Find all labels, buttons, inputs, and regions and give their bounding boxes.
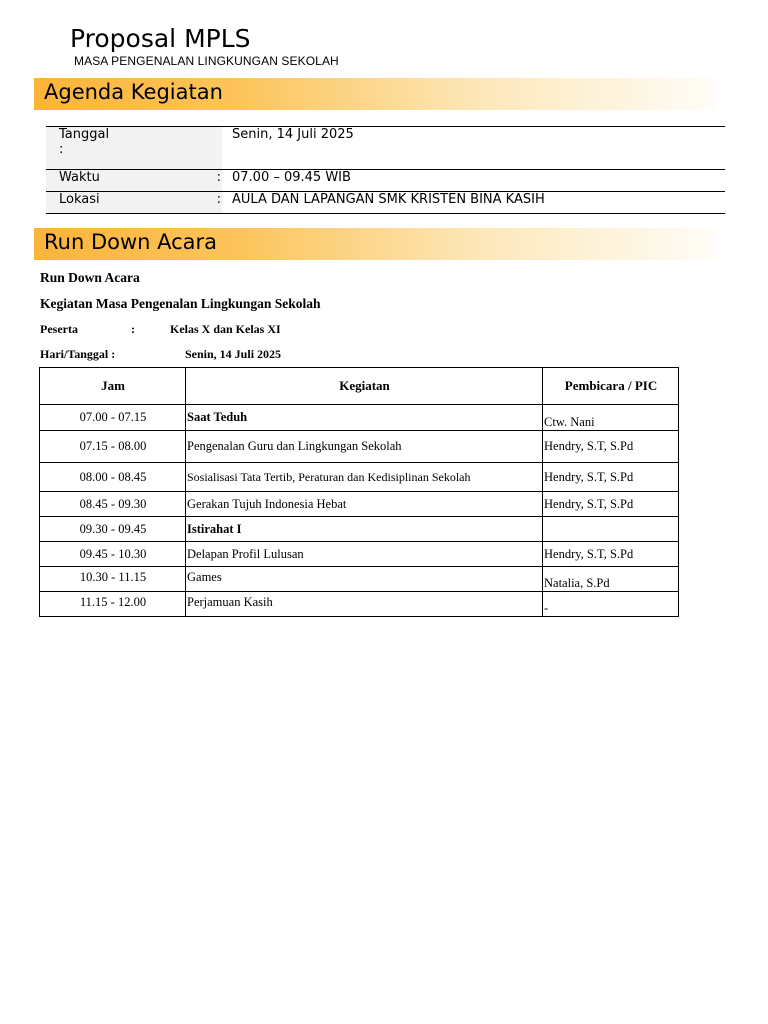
table-row: [40, 405, 679, 431]
cell-pic: Ctw. Nani: [543, 405, 679, 431]
document-subtitle: MASA PENGENALAN LINGKUNGAN SEKOLAH: [74, 54, 339, 68]
peserta-label: Peserta: [40, 322, 78, 336]
agenda-row-tanggal: [46, 127, 725, 170]
header-jam: Jam: [40, 368, 186, 405]
agenda-value: Senin, 14 Juli 2025: [222, 127, 725, 170]
agenda-heading: Agenda Kegiatan: [44, 80, 223, 104]
cell-kegiatan: Gerakan Tujuh Indonesia Hebat: [186, 492, 543, 517]
cell-jam: 09.45 - 10.30: [40, 542, 186, 567]
cell-kegiatan: Saat Teduh: [186, 405, 543, 431]
agenda-label: Waktu: [59, 170, 100, 185]
agenda-label: Tanggal: [59, 127, 110, 142]
cell-jam: 07.00 - 07.15: [40, 405, 186, 431]
table-row: [40, 517, 679, 542]
cell-pic: Hendry, S.T, S.Pd: [543, 542, 679, 567]
cell-jam: 08.00 - 08.45: [40, 463, 186, 492]
agenda-label-cell: [46, 170, 222, 192]
rundown-table: [39, 367, 679, 617]
agenda-colon: :: [216, 170, 221, 185]
agenda-row-waktu: [46, 170, 725, 192]
table-row: [40, 463, 679, 492]
rundown-heading: Run Down Acara: [44, 230, 218, 254]
document-title: Proposal MPLS: [70, 24, 251, 53]
table-row: [40, 567, 679, 592]
peserta-line: [40, 322, 281, 337]
event-title: Kegiatan Masa Pengenalan Lingkungan Sekolah: [40, 296, 321, 311]
agenda-label: Lokasi: [59, 192, 100, 207]
rundown-subtitle: Run Down Acara: [40, 270, 140, 285]
table-header-row: [40, 368, 679, 405]
table-row: [40, 431, 679, 463]
table-row: [40, 542, 679, 567]
cell-jam: 11.15 - 12.00: [40, 592, 186, 617]
cell-pic: Natalia, S.Pd: [543, 567, 679, 592]
peserta-colon: :: [131, 322, 135, 336]
cell-pic: Hendry, S.T, S.Pd: [543, 431, 679, 463]
agenda-value: 07.00 – 09.45 WIB: [222, 170, 725, 192]
cell-kegiatan: Pengenalan Guru dan Lingkungan Sekolah: [186, 431, 543, 463]
cell-kegiatan: Games: [186, 567, 543, 592]
cell-kegiatan: Delapan Profil Lulusan: [186, 542, 543, 567]
hari-line: [40, 347, 282, 362]
header-kegiatan: Kegiatan: [186, 368, 543, 405]
cell-jam: 09.30 - 09.45: [40, 517, 186, 542]
hari-label: Hari/Tanggal :: [40, 347, 116, 361]
cell-kegiatan: Perjamuan Kasih: [186, 592, 543, 617]
header-pic: Pembicara / PIC: [543, 368, 679, 405]
cell-pic: Hendry, S.T, S.Pd: [543, 492, 679, 517]
hari-value: Senin, 14 Juli 2025: [185, 347, 282, 361]
agenda-value: AULA DAN LAPANGAN SMK KRISTEN BINA KASIH: [222, 192, 725, 214]
cell-kegiatan: Sosialisasi Tata Tertib, Peraturan dan Kedisiplinan Sekolah: [186, 463, 543, 492]
agenda-label-cell: [46, 192, 222, 214]
table-row: [40, 592, 679, 617]
cell-pic: -: [543, 592, 679, 617]
cell-jam: 08.45 - 09.30: [40, 492, 186, 517]
peserta-value: Kelas X dan Kelas XI: [170, 322, 281, 336]
cell-pic: Hendry, S.T, S.Pd: [543, 463, 679, 492]
agenda-table: [46, 126, 725, 214]
agenda-colon: :: [216, 192, 221, 207]
agenda-colon: :: [59, 142, 64, 157]
cell-jam: 07.15 - 08.00: [40, 431, 186, 463]
rundown-section-header: [34, 228, 715, 260]
cell-kegiatan: Istirahat I: [186, 517, 543, 542]
agenda-label-cell: [46, 127, 222, 170]
table-row: [40, 492, 679, 517]
agenda-row-lokasi: [46, 192, 725, 214]
agenda-section-header: [34, 78, 715, 110]
cell-pic: [543, 517, 679, 542]
cell-jam: 10.30 - 11.15: [40, 567, 186, 592]
